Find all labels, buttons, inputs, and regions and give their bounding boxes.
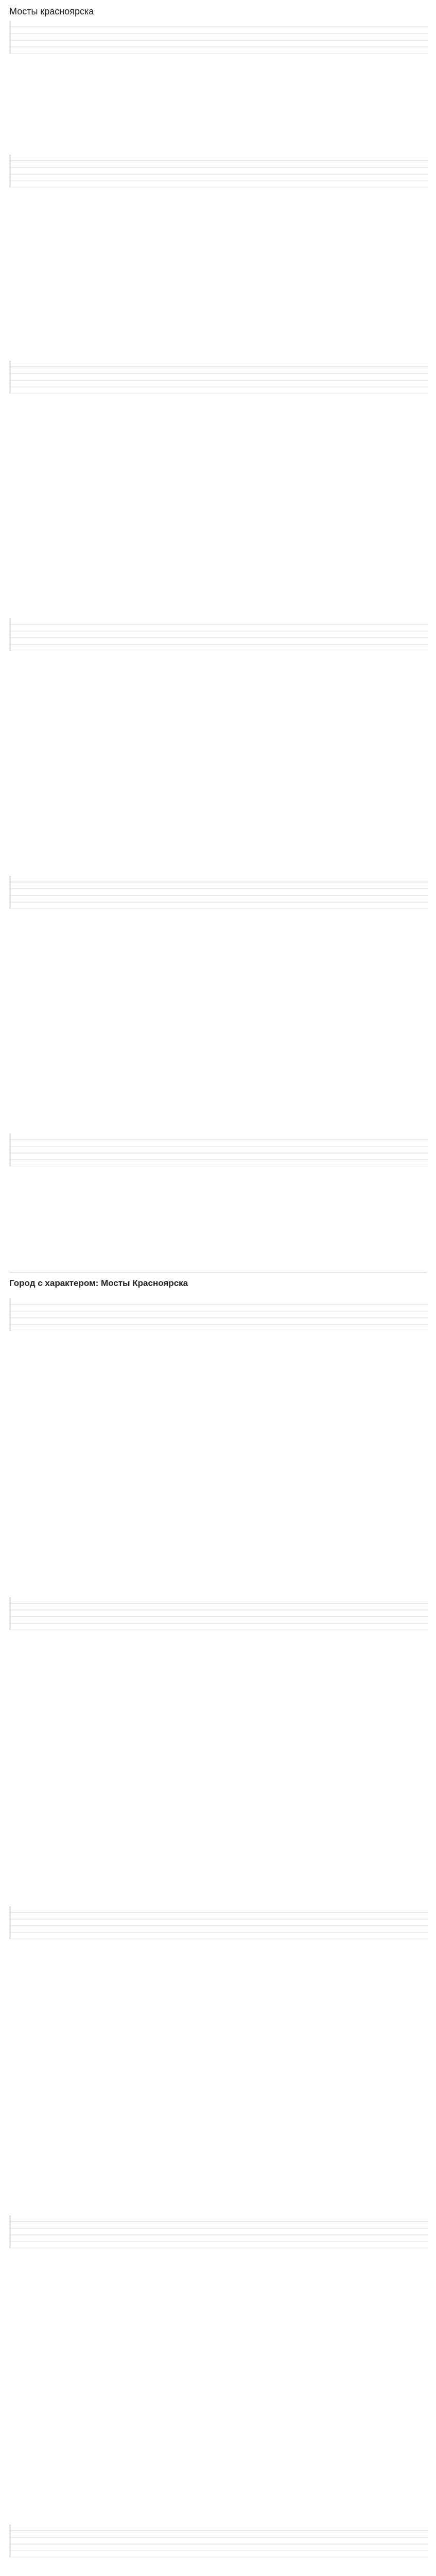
unreadable-text-block bbox=[9, 1298, 428, 1331]
unreadable-text-block bbox=[9, 1133, 428, 1166]
unreadable-text-block bbox=[9, 1597, 428, 1630]
unreadable-text-block bbox=[9, 618, 428, 651]
unreadable-text-block bbox=[9, 21, 428, 54]
unreadable-text-block bbox=[9, 361, 428, 394]
section-heading: Город с характером: Мосты Красноярска bbox=[9, 1273, 427, 1289]
unreadable-text-block bbox=[9, 2215, 428, 2248]
unreadable-text-block bbox=[9, 876, 428, 909]
unreadable-text-block bbox=[9, 1906, 428, 1939]
unreadable-text-block bbox=[9, 2524, 428, 2557]
unreadable-text-block bbox=[9, 155, 428, 188]
page-title: Мосты красноярска bbox=[9, 6, 94, 16]
